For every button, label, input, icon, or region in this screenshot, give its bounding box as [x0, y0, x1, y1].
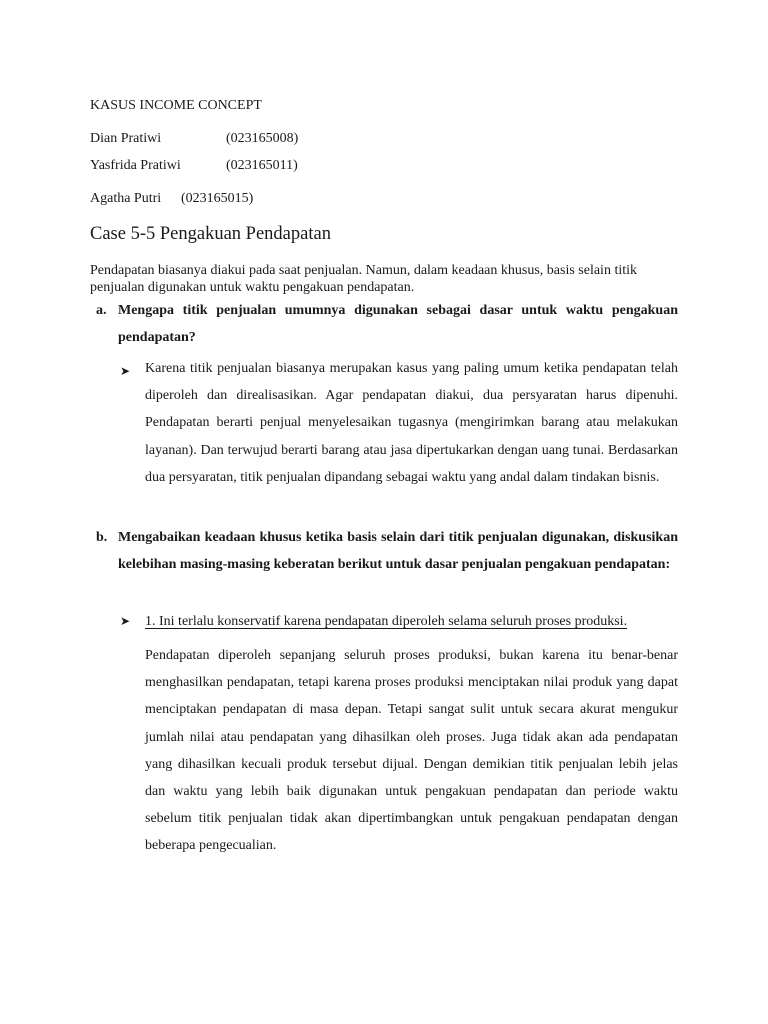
question-label: b.: [96, 530, 108, 545]
arrow-bullet-icon: ➤: [120, 364, 131, 378]
author-name: Yasfrida Pratiwi: [90, 158, 181, 173]
intro-paragraph: Pendapatan biasanya diakui pada saat penjualan. Namun, dalam keadaan khusus, basis selain titik penjualan digunakan untuk waktu pengakuan pendapatan.: [90, 263, 638, 295]
document-title: KASUS INCOME CONCEPT: [90, 98, 262, 113]
question-text: Mengapa titik penjualan umumnya digunakan sebagai dasar untuk waktu pengakuan pendapatan?: [118, 303, 678, 345]
author-id: (023165011): [226, 158, 298, 173]
author-id: (023165008): [226, 131, 299, 146]
author-id: (023165015): [181, 191, 254, 206]
question-label: a.: [96, 303, 107, 318]
answer-paragraph: Pendapatan diperoleh sepanjang seluruh proses produksi, bukan karena itu benar-benar menghasilkan pendapatan, tetapi karena proses produksi menciptakan nilai produk yang dapat menciptakan pendapatan di masa depan. Tetapi sangat sulit untuk secara akurat mengukur jumlah nilai atau pendapatan yang dihasilkan oleh proses. Juga tidak akan ada pendapatan yang dihasilkan kecuali produk tersebut dijual. Dengan demikian titik penjualan lebih jelas dan waktu yang lebih baik digunakan untuk pengakuan pendapatan dan periode waktu sebelum titik penjualan tidak akan dipertimbangkan untuk pengakuan pendapatan dengan beberapa pengecualian.: [145, 648, 678, 854]
author-name: Agatha Putri: [90, 191, 162, 206]
question-text: Mengabaikan keadaan khusus ketika basis selain dari titik penjualan digunakan, diskusikan kelebihan masing-masing keberatan berikut untuk dasar penjualan pengakuan pendapatan:: [118, 530, 678, 572]
sub-point-text: 1. Ini terlalu konservatif karena pendapatan diperoleh selama seluruh proses produksi.: [145, 614, 628, 629]
answer-paragraph: Karena titik penjualan biasanya merupakan kasus yang paling umum ketika pendapatan telah diperoleh dan direalisasikan. Agar pendapatan diakui, dua persyaratan harus dipenuhi. Pendapatan berarti penjual menyelesaikan tugasnya (mengirimkan barang atau melakukan layanan). Dan terwujud berarti barang atau jasa dipertukarkan dengan uang tunai. Berdasarkan dua persyaratan, titik penjualan dipandang sebagai waktu yang andal dalam tindakan bisnis.: [145, 361, 678, 485]
section-heading: Case 5-5 Pengakuan Pendapatan: [90, 224, 331, 244]
author-name: Dian Pratiwi: [90, 131, 162, 146]
arrow-bullet-icon: ➤: [120, 614, 131, 628]
sub-point-wrapper: [145, 608, 678, 635]
